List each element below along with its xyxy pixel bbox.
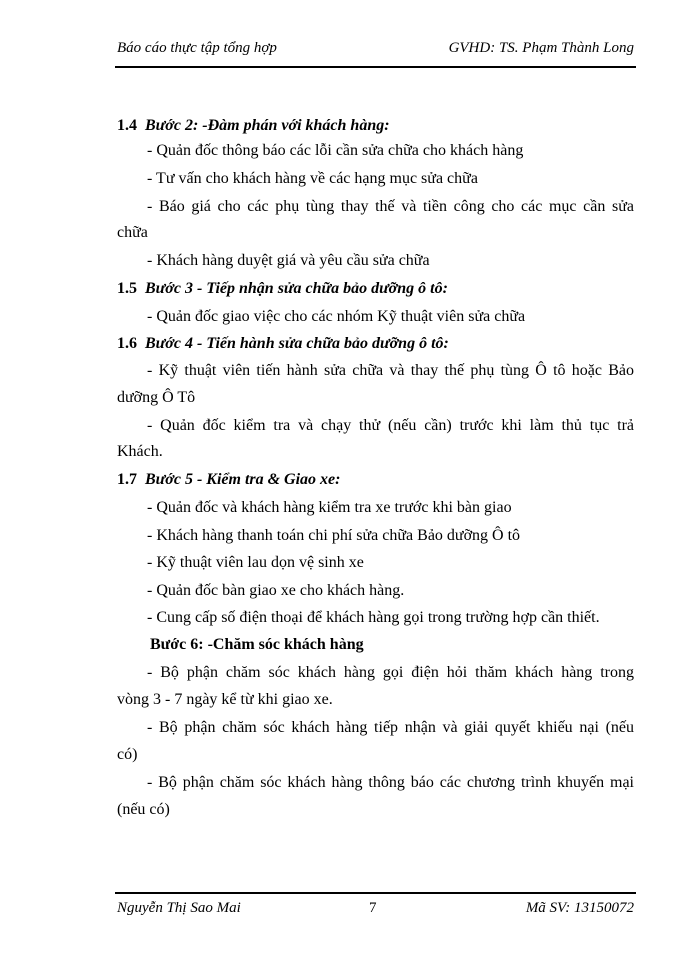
section-number: 1.7 <box>117 471 137 488</box>
list-item: - Tư vấn cho khách hàng về các hạng mục sửa chữa <box>147 170 478 187</box>
section-heading-1-6 <box>117 333 634 355</box>
list-item: - Quản đốc bàn giao xe cho khách hàng. <box>147 582 405 599</box>
footer-rule <box>115 892 636 894</box>
step6-heading: Bước 6: -Chăm sóc khách hàng <box>150 636 364 653</box>
header-rule <box>115 66 636 68</box>
list-item-continuation: chữa <box>117 224 148 241</box>
list-item: - Quản đốc và khách hàng kiểm tra xe trước khi bàn giao <box>147 499 512 516</box>
section-title: Bước 3 - Tiếp nhận sửa chữa bảo dưỡng ô tô: <box>145 280 448 297</box>
list-item-continuation: có) <box>117 746 138 763</box>
list-item-continuation: Khách. <box>117 443 163 460</box>
footer-student-id: Mã SV: 13150072 <box>525 900 634 916</box>
section-title: Bước 2: -Đàm phán với khách hàng: <box>145 117 390 134</box>
section-heading-1-5 <box>117 278 634 300</box>
list-item-continuation: dưỡng Ô Tô <box>117 389 196 406</box>
list-item-continuation: (nếu có) <box>117 801 170 818</box>
list-item: - Kỹ thuật viên lau dọn vệ sinh xe <box>147 554 364 571</box>
section-number: 1.4 <box>117 117 137 134</box>
list-item: - Báo giá cho các phụ tùng thay thế và tiền công cho các mục cần sửa <box>147 198 634 215</box>
list-item: - Quản đốc giao việc cho các nhóm Kỹ thuật viên sửa chữa <box>147 308 526 325</box>
list-item: - Bộ phận chăm sóc khách hàng tiếp nhận và giải quyết khiếu nại (nếu <box>147 719 634 736</box>
section-heading-1-7 <box>117 469 634 491</box>
list-item: - Khách hàng thanh toán chi phí sửa chữa Bảo dưỡng Ô tô <box>147 527 521 544</box>
section-title: Bước 5 - Kiểm tra & Giao xe: <box>145 471 341 488</box>
page-number: 7 <box>369 900 377 916</box>
list-item: - Khách hàng duyệt giá và yêu cầu sửa chữa <box>147 252 430 269</box>
list-item: - Bộ phận chăm sóc khách hàng gọi điện hỏi thăm khách hàng trong <box>147 664 634 681</box>
header-supervisor: GVHD: TS. Phạm Thành Long <box>448 40 634 56</box>
page-header <box>117 40 634 62</box>
list-item: - Quản đốc kiểm tra và chạy thử (nếu cần) trước khi làm thủ tục trả <box>147 417 634 434</box>
list-item: - Quản đốc thông báo các lỗi cần sửa chữa cho khách hàng <box>147 142 524 159</box>
list-item: - Cung cấp số điện thoại để khách hàng gọi trong trường hợp cần thiết. <box>147 609 600 626</box>
list-item: - Bộ phận chăm sóc khách hàng thông báo các chương trình khuyến mại <box>147 774 634 791</box>
section-heading-1-4 <box>117 115 634 137</box>
header-report-title: Báo cáo thực tập tổng hợp <box>117 40 277 56</box>
footer-author: Nguyễn Thị Sao Mai <box>117 900 241 916</box>
page-footer <box>117 900 634 922</box>
list-item: - Kỹ thuật viên tiến hành sửa chữa và thay thế phụ tùng Ô tô hoặc Bảo <box>147 362 634 379</box>
section-number: 1.5 <box>117 280 137 297</box>
section-title: Bước 4 - Tiến hành sửa chữa bảo dưỡng ô tô: <box>145 335 449 352</box>
section-number: 1.6 <box>117 335 137 352</box>
list-item-continuation: vòng 3 - 7 ngày kể từ khi giao xe. <box>117 691 333 708</box>
